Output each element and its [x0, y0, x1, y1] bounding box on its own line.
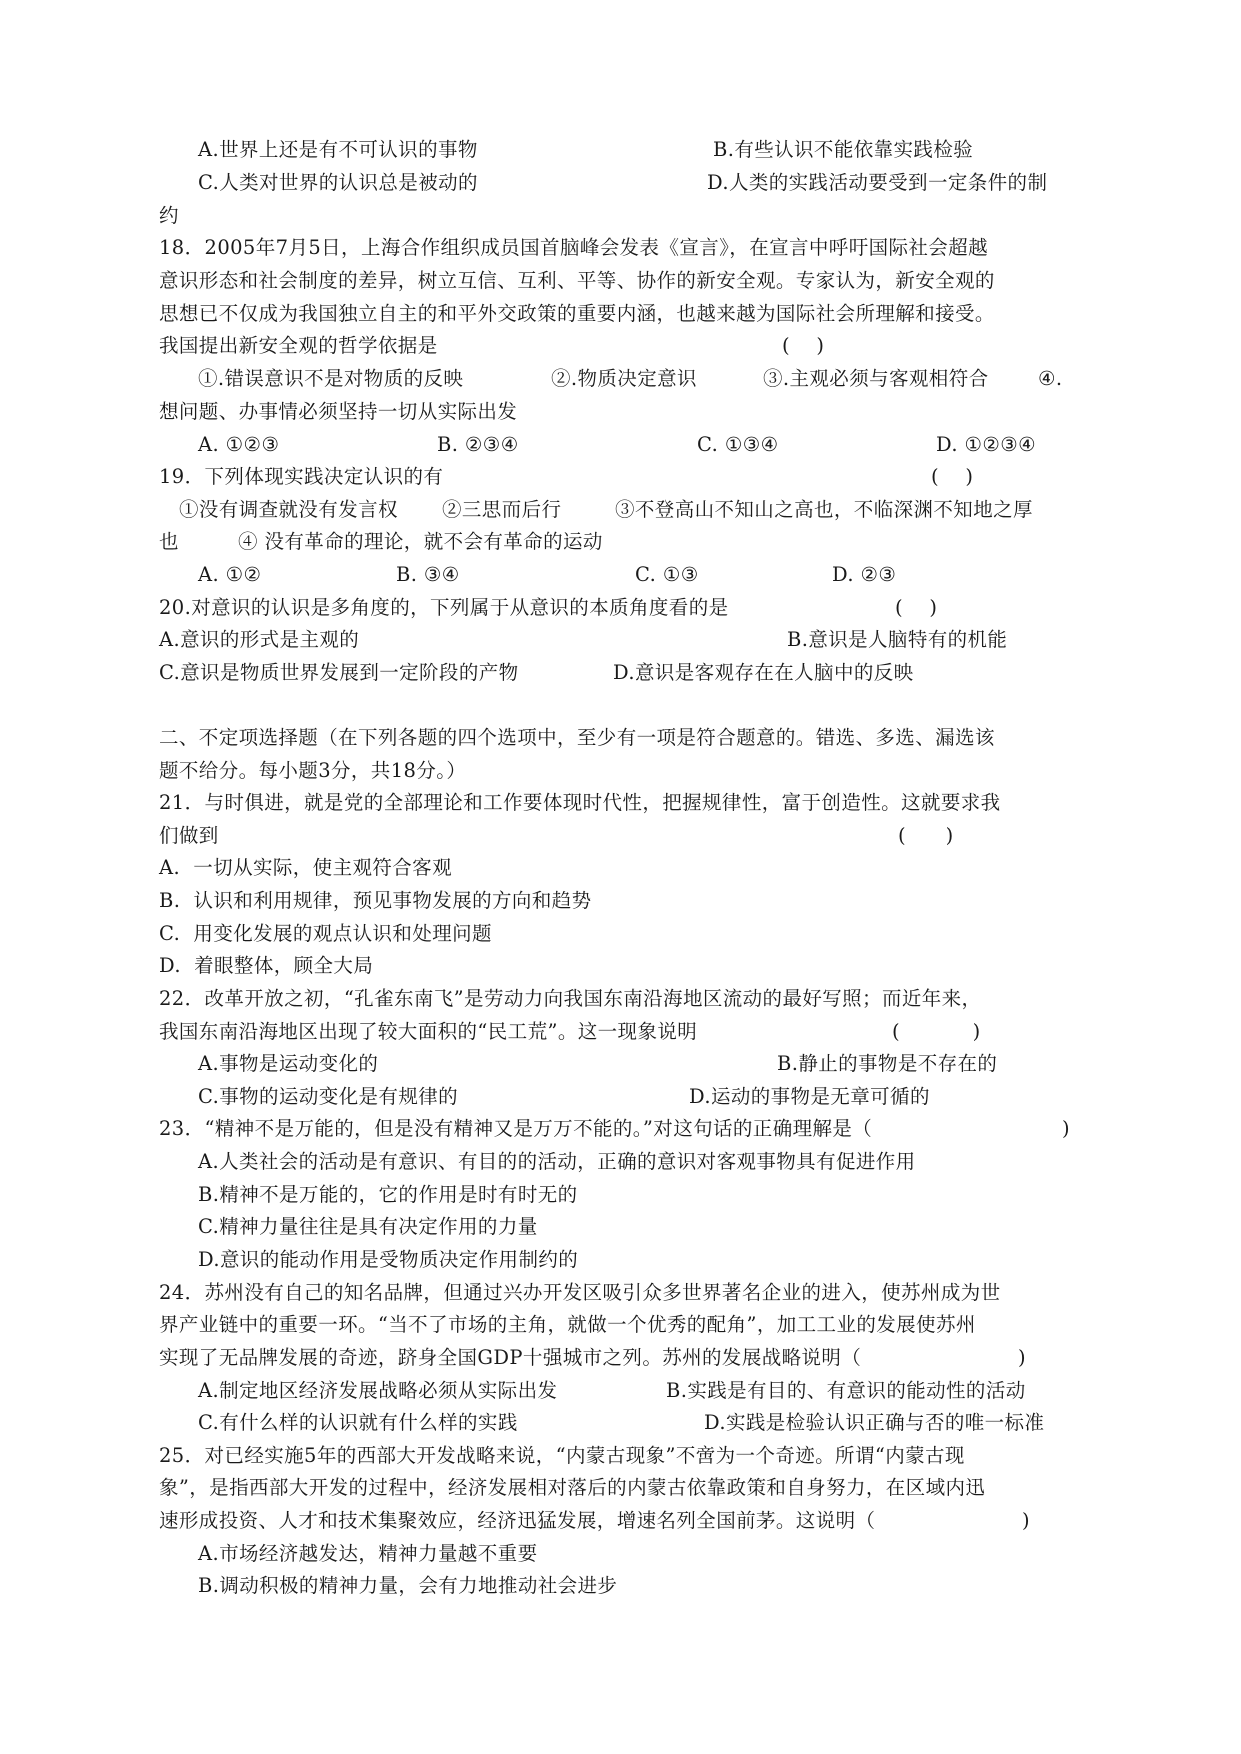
q20-option-c: C.意识是物质世界发展到一定阶段的产物 [159, 661, 519, 684]
q21-answer-paren: ( ) [898, 824, 954, 847]
q24-line1: 24．苏州没有自己的知名品牌，但通过兴办开发区吸引众多世界著名企业的进入，使苏州成为世 [159, 1281, 1001, 1304]
q19-statement-3: ③不登高山不知山之高也，不临深渊不知地之厚 [615, 498, 1033, 521]
q18-option-d: D. ①②③④ [936, 433, 1037, 456]
q18-statement-3: ③.主观必须与客观相符合 [763, 367, 989, 390]
q18-answer-paren: ( ) [782, 334, 825, 357]
q25-line2: 象”，是指西部大开发的过程中，经济发展相对落后的内蒙古依靠政策和自身努力，在区域内迅 [159, 1476, 986, 1499]
section2-instructions-line1: 二、不定项选择题（在下列各题的四个选项中，至少有一项是符合题意的。错选、多选、漏选该 [159, 726, 995, 749]
q18-option-b: B. ②③④ [437, 433, 519, 456]
q20-option-a: A.意识的形式是主观的 [159, 628, 360, 651]
q24-option-c: C.有什么样的认识就有什么样的实践 [198, 1411, 518, 1434]
q19-answer-paren: ( ) [931, 465, 974, 488]
q17-option-a: A.世界上还是有不可认识的事物 [198, 138, 478, 161]
q18-line3: 思想已不仅成为我国独立自主的和平外交政策的重要内涵，也越来越为国际社会所理解和接受。 [159, 302, 995, 325]
q25-option-a: A.市场经济越发达，精神力量越不重要 [198, 1542, 538, 1565]
q18-option-c: C. ①③④ [697, 433, 779, 456]
q24-option-b: B.实践是有目的、有意识的能动性的活动 [666, 1379, 1026, 1402]
q24-option-d: D.实践是检验认识正确与否的唯一标准 [704, 1411, 1045, 1434]
q23-option-b: B.精神不是万能的，它的作用是时有时无的 [198, 1183, 578, 1206]
q19-statement-2: ②三思而后行 [442, 498, 562, 521]
q21-option-d: D. 着眼整体，顾全大局 [159, 954, 374, 977]
q18-line1: 18．2005年7月5日，上海合作组织成员国首脑峰会发表《宣言》，在宣言中呼吁国际社会超越 [159, 236, 989, 259]
q19-statement-3-cont: 也 [159, 530, 179, 553]
q22-option-c: C.事物的运动变化是有规律的 [198, 1085, 459, 1108]
q23-stem: 23．“精神不是万能的，但是没有精神又是万万不能的。”对这句话的正确理解是（ [159, 1117, 873, 1140]
q17-option-d: D.人类的实践活动要受到一定条件的制 [707, 171, 1048, 194]
q20-answer-paren: ( ) [895, 596, 938, 619]
q24-answer-paren-close: ) [1018, 1346, 1027, 1369]
q22-answer-paren: ( ) [892, 1020, 981, 1043]
q18-statement-1: ①.错误意识不是对物质的反映 [198, 367, 464, 390]
q18-line2: 意识形态和社会制度的差异，树立互信、互利、平等、协作的新安全观。专家认为，新安全观的 [159, 269, 995, 292]
q20-option-b: B.意识是人脑特有的机能 [787, 628, 1008, 651]
q19-option-b: B. ③④ [396, 563, 460, 586]
q21-line2: 们做到 [159, 824, 219, 847]
q19-option-a: A. ①② [198, 563, 262, 586]
q18-statement-4-num: ④. [1038, 367, 1063, 390]
q24-line2: 界产业链中的重要一环。“当不了市场的主角，就做一个优秀的配角”，加工工业的发展使苏州 [159, 1313, 976, 1336]
q21-line1: 21．与时俱进，就是党的全部理论和工作要体现时代性，把握规律性，富于创造性。这就要求我 [159, 791, 1001, 814]
q24-option-a: A.制定地区经济发展战略必须从实际出发 [198, 1379, 558, 1402]
q20-option-d: D.意识是客观存在在人脑中的反映 [613, 661, 914, 684]
q19-option-c: C. ①③ [635, 563, 699, 586]
q20-stem: 20.对意识的认识是多角度的，下列属于从意识的本质角度看的是 [159, 596, 729, 619]
q22-line2: 我国东南沿海地区出现了较大面积的“民工荒”。这一现象说明 [159, 1020, 698, 1043]
q22-option-b: B.静止的事物是不存在的 [777, 1052, 998, 1075]
q23-option-a: A.人类社会的活动是有意识、有目的的活动，正确的意识对客观事物具有促进作用 [198, 1150, 916, 1173]
q25-answer-paren-close: ) [1022, 1509, 1031, 1532]
q19-statement-1: ①没有调查就没有发言权 [179, 498, 398, 521]
q18-statement-4-text: 想问题、办事情必须坚持一切从实际出发 [159, 400, 518, 423]
section2-instructions-line2: 题不给分。每小题3分，共18分。） [159, 759, 467, 782]
q22-option-a: A.事物是运动变化的 [198, 1052, 379, 1075]
q18-line4: 我国提出新安全观的哲学依据是 [159, 334, 438, 357]
q25-line1: 25．对已经实施5年的西部大开发战略来说，“内蒙古现象”不啻为一个奇迹。所谓“内蒙古现 [159, 1444, 965, 1467]
q18-statement-2: ②.物质决定意识 [551, 367, 697, 390]
q19-stem: 19．下列体现实践决定认识的有 [159, 465, 444, 488]
q21-option-a: A. 一切从实际，使主观符合客观 [159, 856, 452, 879]
q21-option-c: C. 用变化发展的观点认识和处理问题 [159, 922, 492, 945]
q19-option-d: D. ②③ [832, 563, 897, 586]
q23-option-d: D.意识的能动作用是受物质决定作用制约的 [198, 1248, 579, 1271]
q25-line3: 速形成投资、人才和技术集聚效应，经济迅猛发展，增速名列全国前茅。这说明（ [159, 1509, 876, 1532]
q17-option-d-cont: 约 [159, 204, 179, 227]
q25-option-b: B.调动积极的精神力量，会有力地推动社会进步 [198, 1574, 618, 1597]
q17-option-b: B.有些认识不能依靠实践检验 [713, 138, 974, 161]
q21-option-b: B. 认识和利用规律，预见事物发展的方向和趋势 [159, 889, 592, 912]
q23-answer-paren-close: ) [1062, 1117, 1071, 1140]
q24-line3: 实现了无品牌发展的奇迹，跻身全国GDP十强城市之列。苏州的发展战略说明（ [159, 1346, 862, 1369]
q18-option-a: A. ①②③ [198, 433, 280, 456]
q23-option-c: C.精神力量往往是具有决定作用的力量 [198, 1215, 538, 1238]
q17-option-c: C.人类对世界的认识总是被动的 [198, 171, 478, 194]
q22-line1: 22．改革开放之初，“孔雀东南飞”是劳动力向我国东南沿海地区流动的最好写照；而近年来， [159, 987, 982, 1010]
q19-statement-4: ④ 没有革命的理论，就不会有革命的运动 [238, 530, 603, 553]
q22-option-d: D.运动的事物是无章可循的 [689, 1085, 930, 1108]
